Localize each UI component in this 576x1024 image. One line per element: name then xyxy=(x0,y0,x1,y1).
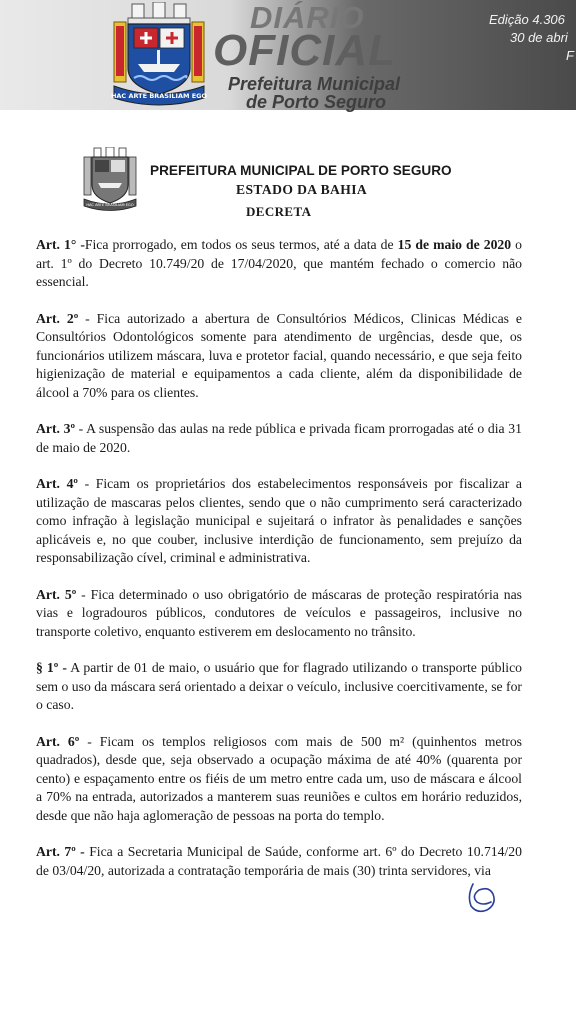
article-text: - Ficam os proprietários dos estabelecimentos responsáveis por fiscalizar a utilização de mascaras pelos clientes, sendo que o não cumprimento será caracterizado como infração à legislação municipal e sujeitará o infrator às penalidades e sanções aplicáveis e, no que couber, inclusive interdição de funcionamento, sem prejuízo da responsabilização cível, criminal e administrativa. xyxy=(36,476,522,565)
article-text: - Ficam os templos religiosos com mais de 500 m² (quinhentos metros quadrados), desde que, seja observado a ocupação máxima de até 40% (quarenta por cento) e espaçamento entre os fiéis de um metro entre cada um, uso de máscara e álcool a 70% na entrada, autorizados a manterem suas reuniões e cultos em horário reduzidos, desde que não haja aglomeração de pessoas na porta do templo. xyxy=(36,733,522,823)
signature-mark-icon xyxy=(463,880,503,916)
article-text: Fica a Secretaria Municipal de Saúde, conforme art. 6º do Decreto 10.714/20 de 03/04/20, autorizada a contratação temporária de mais (30) trinta servidores, via xyxy=(36,844,522,878)
page-fragment: F xyxy=(566,48,574,63)
edition-number: Edição 4.306 xyxy=(489,12,565,27)
article-text: - Fica determinado o uso obrigatório de máscaras de proteção respiratória nas vias e logradouros públicos, condutores de veículos e passageiros, inclusive no transporte coletivo, enquanto estiverem em deslocamento no trânsito. xyxy=(36,586,522,639)
article-label: Art. 5º xyxy=(36,586,77,602)
article-3 xyxy=(36,420,522,457)
municipal-crest-icon xyxy=(82,147,138,211)
article-text: - A suspensão das aulas na rede pública e privada ficam prorrogadas até o dia 31 de maio de 2020. xyxy=(36,421,522,455)
crest-motto: HAC ARTE BRASILIAM EGO xyxy=(110,92,208,100)
article-text: o art. 1º do Decreto 10.749/20 de 17/04/2020, que mantém fechado o comercio não essencial. xyxy=(36,237,523,289)
article-label: § 1º - xyxy=(36,660,67,675)
article-6 xyxy=(36,733,522,826)
article-label: Art. 7º - xyxy=(36,844,85,859)
article-5 xyxy=(36,586,522,642)
article-2 xyxy=(36,310,522,403)
title-oficial: OFICIAL xyxy=(213,26,396,75)
edition-date: 30 de abri xyxy=(510,30,568,45)
article-label: Art. 3º xyxy=(36,421,75,436)
article-label: Art. 1° - xyxy=(36,237,85,252)
subtitle-city: de Porto Seguro xyxy=(246,92,387,112)
article-4 xyxy=(36,475,522,568)
decree-body xyxy=(36,236,522,898)
article-7 xyxy=(36,843,522,880)
paragraph-1 xyxy=(36,659,522,715)
article-highlight: 15 de maio de 2020 xyxy=(397,237,512,252)
header-org: PREFEITURA MUNICIPAL DE PORTO SEGURO xyxy=(150,163,452,178)
article-label: Art. 6º xyxy=(36,733,80,749)
article-label: Art. 4º xyxy=(36,476,78,491)
porto-seguro-crest-icon xyxy=(110,2,208,106)
article-1 xyxy=(36,236,522,292)
article-label: Art. 2º xyxy=(36,310,79,326)
article-text: - Fica autorizado a abertura de Consultórios Médicos, Clinicas Médicas e Consultórios Odontológicos somente para atendimento de urgências, desde que, os funcionários utilizem máscara, luva e protetor facial, quando necessário, e que seja feito higienização de material e equipamentos a cada cliente, além da disponibilidade de álcool a 70% para os clientes. xyxy=(36,310,522,400)
header-act: DECRETA xyxy=(246,204,312,219)
article-text: Fica prorrogado, em todos os seus termos, até a data de xyxy=(84,237,398,252)
masthead xyxy=(0,0,576,110)
small-crest-motto: HAC ARTE BRASILIAM EGO xyxy=(86,203,134,207)
article-text: A partir de 01 de maio, o usuário que for flagrado utilizando o transporte público sem o uso da máscara será orientado a deixar o veículo, inclusive coercitivamente, se for o caso. xyxy=(36,660,522,712)
title-diario: DIÁRIO xyxy=(250,0,365,35)
header-state: ESTADO DA BAHIA xyxy=(236,182,368,197)
subtitle-prefeitura: Prefeitura Municipal xyxy=(228,74,401,94)
